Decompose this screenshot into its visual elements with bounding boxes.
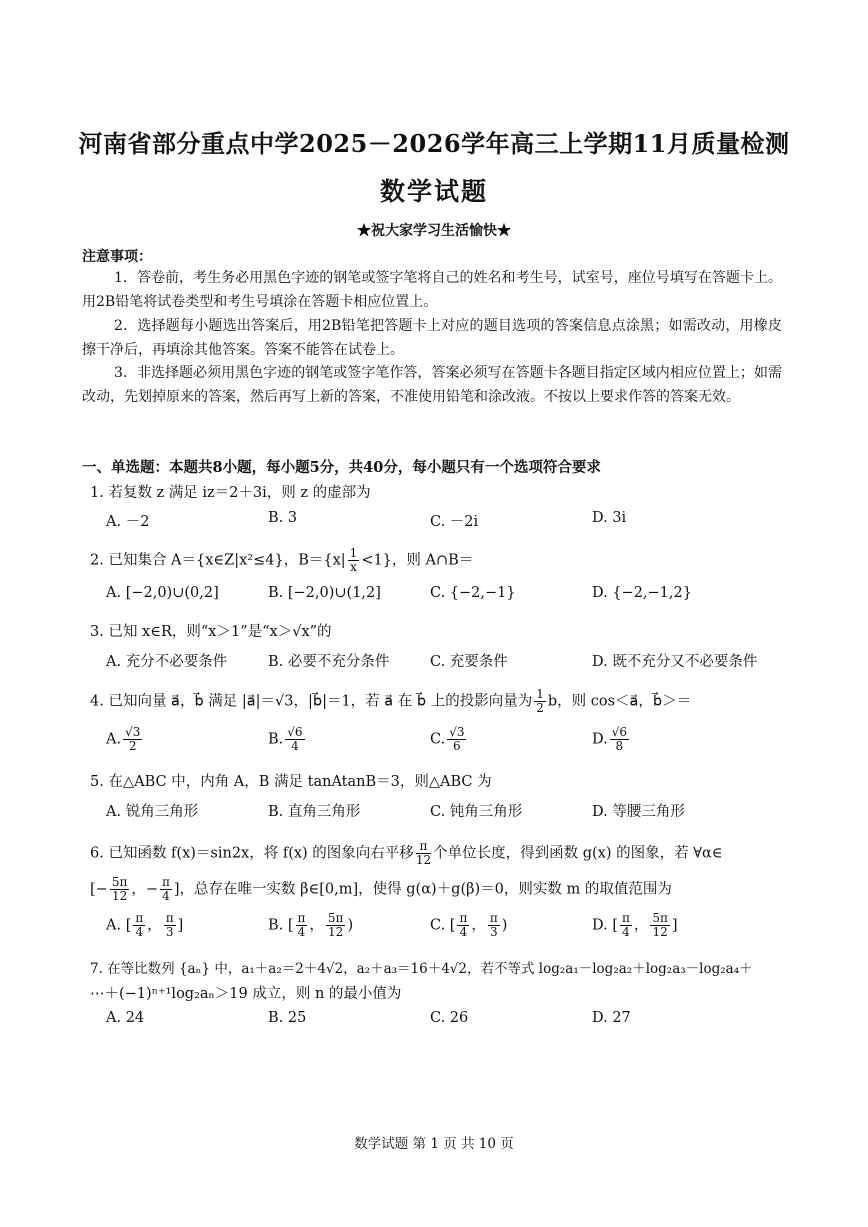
q3-option-c: C. 充要条件 <box>430 654 508 670</box>
q2-stem-part: {x| <box>323 552 346 569</box>
fraction-numerator: π <box>489 911 498 925</box>
q5-option-c: C. 钝角三角形 <box>430 804 523 820</box>
q4-stem-part: b，则 cos＜a⃗，b⃗＞＝ <box>547 693 692 710</box>
fraction-denominator: 12 <box>111 889 128 903</box>
fraction-denominator: 4 <box>291 739 299 753</box>
fraction-denominator: 8 <box>615 739 624 753</box>
note-item: 1．答卷前，考生务必用黑色字迹的钢笔或签字笔将自己的姓名和考生号，试室号，座位号填写在答题卡上。用2B铅笔将试卷类型和考生号填涂在答题卡相应位置上。 <box>82 270 782 310</box>
option-label: B. <box>268 731 284 748</box>
notes-heading: 注意事项： <box>82 249 152 265</box>
q1-option-c: C. －2i <box>430 514 479 530</box>
q7-option-c: C. 26 <box>430 1010 469 1026</box>
q2-fraction <box>348 547 360 574</box>
q6-option-d <box>592 912 678 939</box>
fraction-numerator: √6 <box>611 725 627 739</box>
q4-stem-part: 4. 已知向量 a⃗，b⃗ 满足 |a⃗|＝√3，|b⃗|＝1，若 a⃗ 在 b⃗ 上的投影向量为 <box>90 693 533 710</box>
question-5-stem: 5. 在△ABC 中，内角 A，B 满足 tanAtanB＝3，则△ABC 为 <box>90 774 492 790</box>
fraction-denominator: 4 <box>135 925 144 939</box>
q4-option-c <box>430 726 468 753</box>
q1-option-d: D. 3i <box>592 510 627 526</box>
fraction-numerator: π <box>297 911 306 925</box>
fraction-denominator: 3 <box>165 925 174 939</box>
option-fraction <box>296 912 308 939</box>
bracket: ] <box>177 917 184 934</box>
option-fraction <box>650 912 670 939</box>
q5-option-a: A. 锐角三角形 <box>106 804 199 820</box>
q1-option-b: B. 3 <box>268 510 298 526</box>
fraction-numerator: √3 <box>125 725 141 739</box>
motto: ★祝大家学习生活愉快★ <box>357 223 511 239</box>
question-3-stem: 3. 已知 x∈R，则“x＞1”是“x＞√x”的 <box>90 624 332 640</box>
fraction-numerator: π <box>165 911 174 925</box>
q4-option-a <box>106 726 144 753</box>
page-footer: 数学试题 第 1 页 共 10 页 <box>354 1136 514 1152</box>
separator: ， <box>147 917 162 934</box>
fraction-numerator: 5π <box>111 875 128 889</box>
q4-option-b <box>268 726 307 753</box>
question-6-stem-line2 <box>90 876 790 903</box>
q5-option-d: D. 等腰三角形 <box>592 804 685 820</box>
fraction-denominator: 4 <box>459 925 468 939</box>
q3-option-d: D. 既不充分又不必要条件 <box>592 654 758 670</box>
q2-option-c: C. {−2,−1} <box>430 585 516 601</box>
q7-option-a: A. 24 <box>106 1010 145 1026</box>
option-label: B. [ <box>268 917 294 934</box>
option-label: D. <box>592 731 608 748</box>
option-fraction <box>610 726 629 753</box>
q6-stem-part: [− <box>90 881 108 898</box>
q7-option-b: B. 25 <box>268 1010 307 1026</box>
q4-option-d <box>592 726 631 753</box>
fraction-denominator: 3 <box>489 925 498 939</box>
option-fraction <box>326 912 346 939</box>
option-label: A. [ <box>106 917 132 934</box>
fraction-denominator: 2 <box>128 739 137 753</box>
fraction-numerator: π <box>621 911 630 925</box>
q3-option-b: B. 必要不充分条件 <box>268 654 390 670</box>
fraction-denominator: 4 <box>162 889 170 903</box>
q7-option-d: D. 27 <box>592 1010 631 1026</box>
fraction-numerator: √3 <box>449 725 465 739</box>
q3-option-a: A. 充分不必要条件 <box>106 654 228 670</box>
question-1-stem: 1. 若复数 z 满足 iz＝2＋3i，则 z 的虚部为 <box>90 485 371 501</box>
option-fraction <box>285 726 304 753</box>
q1-option-a: A. －2 <box>106 514 150 530</box>
option-fraction <box>164 912 176 939</box>
fraction-denominator: 12 <box>328 925 344 939</box>
fraction-numerator: √6 <box>287 725 303 739</box>
question-6-stem <box>90 840 790 867</box>
option-fraction <box>123 726 142 753</box>
fraction-numerator: π <box>162 875 170 889</box>
q6-stem-part: 6. 已知函数 f(x)＝sin2x，将 f(x) 的图象向右平移 <box>90 845 414 862</box>
option-fraction <box>488 912 500 939</box>
option-label: D. [ <box>592 917 618 934</box>
q6-option-b <box>268 912 353 939</box>
fraction-denominator: x <box>350 560 357 574</box>
option-fraction <box>620 912 632 939</box>
q2-stem-part: <1}，则 A∩B＝ <box>361 552 474 569</box>
bracket: ) <box>501 917 508 934</box>
option-fraction <box>457 912 469 939</box>
q2-option-a: A. [−2,0)∪(0,2] <box>106 585 219 601</box>
fraction-numerator: π <box>459 911 468 925</box>
fraction-denominator: 12 <box>415 853 432 867</box>
fraction-numerator: π <box>416 840 431 854</box>
note-item: 2．选择题每小题选出答案后，用2B铅笔把答题卡上对应的题目选项的答案信息点涂黑；如需改动，用橡皮擦干净后，再填涂其他答案。答案不能答在试卷上。 <box>82 318 782 358</box>
q6-option-a <box>106 912 183 939</box>
separator: ， <box>471 917 486 934</box>
option-fraction <box>447 726 466 753</box>
note-item: 3．非选择题必须用黑色字迹的钢笔或签字笔作答，答案必须写在答题卡各题目指定区域内相应位置上；如需改动，先划掉原来的答案，然后再写上新的答案，不准使用铅笔和涂改液。不按以上要求作答的答案无效。 <box>82 365 782 405</box>
exam-title: 河南省部分重点中学2025－2026学年高三上学期11月质量检测 <box>78 129 790 158</box>
section-heading: 一、单选题：本题共8小题，每小题5分，共40分，每小题只有一个选项符合要求 <box>82 459 601 476</box>
question-4-stem <box>90 688 790 715</box>
bracket: ) <box>347 917 354 934</box>
q6-fraction <box>416 840 431 867</box>
q6-stem-part: ，− <box>131 881 158 898</box>
question-2-stem <box>90 547 790 574</box>
option-label: C. <box>430 731 446 748</box>
q5-option-b: B. 直角三角形 <box>268 804 361 820</box>
separator: ， <box>633 917 649 934</box>
q4-fraction <box>534 688 546 715</box>
separator: ， <box>309 917 324 934</box>
q6-option-c <box>430 912 507 939</box>
question-7-stem: 7. 在等比数列 {aₙ} 中，a₁＋a₂＝2＋4√2，a₂＋a₃＝16＋4√2，若不等式 log₂a₁－log₂a₂＋log₂a₃－log₂a₄＋ <box>90 961 753 977</box>
q2-option-d: D. {−2,−1,2} <box>592 585 692 601</box>
fraction-denominator: 12 <box>652 925 668 939</box>
q6-fraction <box>160 876 172 903</box>
fraction-denominator: 4 <box>622 925 630 939</box>
fraction-numerator: 1 <box>536 687 544 701</box>
q6-fraction <box>110 876 130 903</box>
fraction-numerator: π <box>135 911 144 925</box>
q6-stem-part: 个单位长度，得到函数 g(x) 的图象，若 ∀α∈ <box>433 845 723 862</box>
question-7-stem-line2: ⋯＋(−1)ⁿ⁺¹log₂aₙ＞19 成立，则 n 的最小值为 <box>90 986 402 1002</box>
option-fraction <box>133 912 145 939</box>
fraction-denominator: 2 <box>536 701 544 715</box>
fraction-numerator: 1 <box>349 546 358 560</box>
q6-stem-part: ]，总存在唯一实数 β∈[0,m]，使得 g(α)＋g(β)＝0，则实数 m 的取值范围为 <box>173 881 672 898</box>
option-label: C. [ <box>430 917 456 934</box>
fraction-numerator: 5π <box>652 911 668 925</box>
q2-stem-part: 2. 已知集合 A＝{x∈Z|x²≤4}，B＝ <box>90 552 324 569</box>
option-label: A. <box>106 731 122 748</box>
fraction-denominator: 6 <box>453 739 461 753</box>
fraction-numerator: 5π <box>327 911 344 925</box>
exam-subject: 数学试题 <box>379 177 488 206</box>
q2-option-b: B. [−2,0)∪(1,2] <box>268 585 381 601</box>
fraction-denominator: 4 <box>297 925 306 939</box>
bracket: ] <box>671 917 678 934</box>
